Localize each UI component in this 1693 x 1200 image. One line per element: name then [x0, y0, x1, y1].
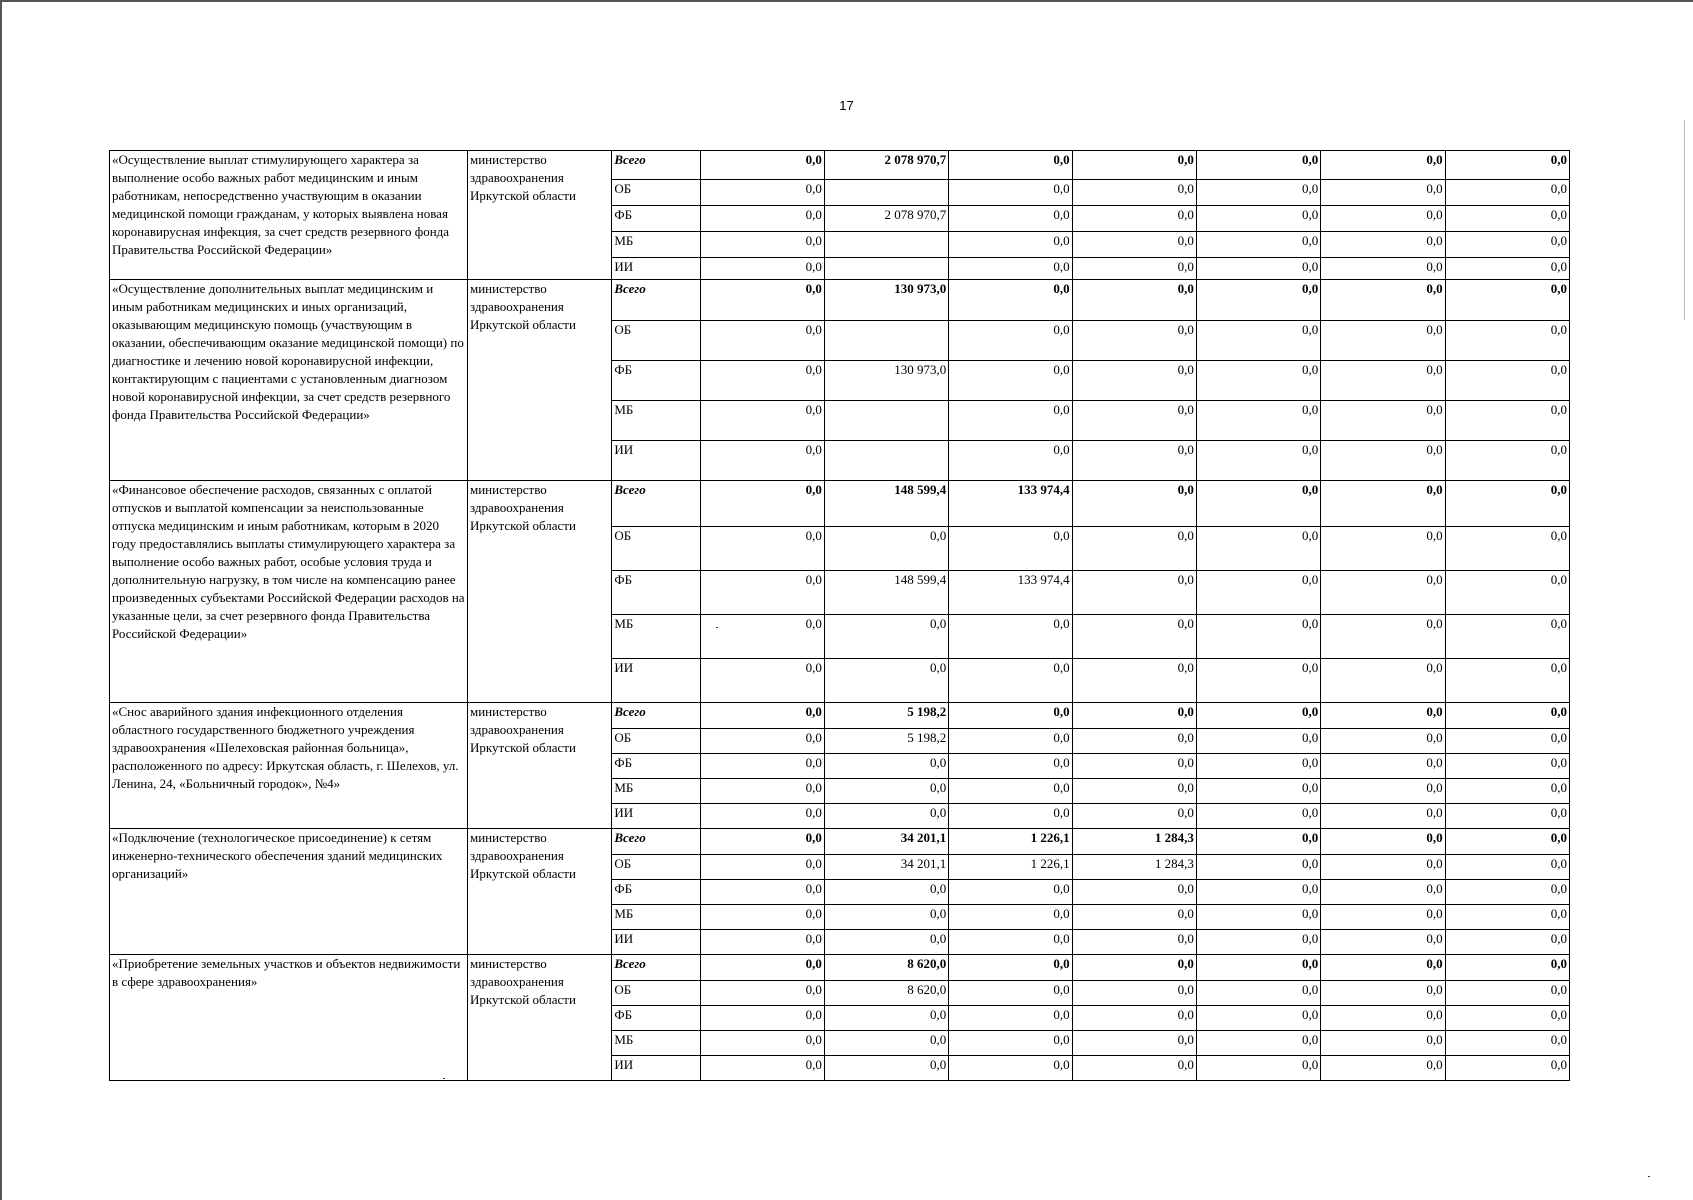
- amount-cell: 0,0: [700, 880, 824, 905]
- amount-cell: 0,0: [700, 1006, 824, 1031]
- amount-cell: [824, 401, 948, 441]
- amount-cell: 0,0: [1445, 981, 1569, 1006]
- amount-cell: 0,0: [700, 1031, 824, 1056]
- amount-cell: 0,0: [1072, 659, 1196, 703]
- amount-cell: 0,0: [1321, 754, 1445, 779]
- amount-cell: 0,0: [1445, 481, 1569, 527]
- amount-cell: 0,0: [1072, 905, 1196, 930]
- amount-cell: 0,0: [1321, 1006, 1445, 1031]
- amount-cell: 0,0: [949, 981, 1072, 1006]
- funding-source: ИИ: [612, 930, 700, 955]
- amount-cell: 0,0: [1196, 703, 1320, 729]
- funding-source: МБ: [612, 401, 700, 441]
- amount-cell: 0,0: [1445, 1006, 1569, 1031]
- funding-source: ОБ: [612, 855, 700, 880]
- amount-cell: 0,0: [1445, 779, 1569, 804]
- amount-cell: 0,0: [949, 441, 1072, 481]
- amount-cell: 0,0: [1321, 1056, 1445, 1081]
- amount-cell: 0,0: [1321, 955, 1445, 981]
- scan-speck: [1648, 1176, 1650, 1177]
- amount-cell: 0,0: [949, 280, 1072, 321]
- amount-cell: 0,0: [700, 804, 824, 829]
- funding-source: МБ: [612, 1031, 700, 1056]
- amount-cell: 34 201,1: [824, 855, 948, 880]
- amount-cell: 0,0: [824, 1006, 948, 1031]
- budget-table-body: [110, 151, 1570, 1081]
- budget-table: [109, 150, 1570, 1081]
- funding-source: Всего: [612, 703, 700, 729]
- amount-cell: 0,0: [824, 804, 948, 829]
- funding-source: ОБ: [612, 321, 700, 361]
- amount-cell: 0,0: [1196, 401, 1320, 441]
- amount-cell: 0,0: [1072, 729, 1196, 754]
- amount-cell: 0,0: [1196, 571, 1320, 615]
- amount-cell: 0,0: [949, 754, 1072, 779]
- amount-cell: 0,0: [1321, 905, 1445, 930]
- amount-cell: 0,0: [1321, 401, 1445, 441]
- responsible-organization: министерство здравоохранения Иркутской области: [467, 829, 611, 955]
- amount-cell: 0,0: [1445, 571, 1569, 615]
- amount-cell: 0,0: [1196, 527, 1320, 571]
- amount-cell: 1 226,1: [949, 829, 1072, 855]
- amount-cell: 0,0: [700, 206, 824, 232]
- amount-cell: 0,0: [1445, 855, 1569, 880]
- amount-cell: 0,0: [1196, 905, 1320, 930]
- amount-cell: 0,0: [1072, 880, 1196, 905]
- amount-cell: 0,0: [949, 729, 1072, 754]
- amount-cell: 0,0: [1445, 206, 1569, 232]
- amount-cell: 0,0: [1445, 703, 1569, 729]
- amount-cell: 0,0: [1072, 527, 1196, 571]
- amount-cell: 133 974,4: [949, 481, 1072, 527]
- funding-source: ИИ: [612, 659, 700, 703]
- amount-cell: 0,0: [1196, 804, 1320, 829]
- funding-source: Всего: [612, 280, 700, 321]
- amount-cell: [824, 258, 948, 280]
- amount-cell: 0,0: [824, 779, 948, 804]
- amount-cell: 0,0: [700, 981, 824, 1006]
- amount-cell: 0,0: [700, 571, 824, 615]
- funding-source: ФБ: [612, 880, 700, 905]
- amount-cell: 0,0: [1196, 232, 1320, 258]
- amount-cell: 0,0: [1072, 321, 1196, 361]
- amount-cell: 0,0: [1321, 804, 1445, 829]
- amount-cell: 0,0: [700, 829, 824, 855]
- amount-cell: 0,0: [1321, 151, 1445, 180]
- amount-cell: 0,0: [1196, 361, 1320, 401]
- amount-cell: 0,0: [1072, 280, 1196, 321]
- amount-cell: 0,0: [949, 779, 1072, 804]
- amount-cell: 0,0: [1445, 361, 1569, 401]
- amount-cell: 2 078 970,7: [824, 206, 948, 232]
- responsible-organization: министерство здравоохранения Иркутской области: [467, 151, 611, 280]
- amount-cell: 0,0: [1072, 930, 1196, 955]
- amount-cell: 0,0: [1072, 1031, 1196, 1056]
- amount-cell: 0,0: [700, 441, 824, 481]
- amount-cell: 0,0: [1072, 180, 1196, 206]
- scan-edge-right: [1684, 120, 1685, 320]
- responsible-organization: министерство здравоохранения Иркутской области: [467, 703, 611, 829]
- amount-cell: 0,0: [1445, 930, 1569, 955]
- table-row: [110, 829, 1570, 855]
- amount-cell: 0,0: [1072, 981, 1196, 1006]
- amount-cell: 0,0: [949, 615, 1072, 659]
- amount-cell: 0,0: [1321, 829, 1445, 855]
- amount-cell: 0,0: [949, 180, 1072, 206]
- funding-source: ОБ: [612, 981, 700, 1006]
- scan-edge-left: [0, 0, 2, 1200]
- amount-cell: 0,0: [949, 1031, 1072, 1056]
- amount-cell: 0,0: [1321, 703, 1445, 729]
- amount-cell: 0,0: [1445, 280, 1569, 321]
- responsible-organization: министерство здравоохранения Иркутской области: [467, 280, 611, 481]
- amount-cell: 0,0: [949, 206, 1072, 232]
- amount-cell: 0,0: [1445, 441, 1569, 481]
- amount-cell: 0,0: [1196, 615, 1320, 659]
- amount-cell: 0,0: [700, 180, 824, 206]
- amount-cell: 0,0: [949, 880, 1072, 905]
- amount-cell: 0,0: [1196, 481, 1320, 527]
- amount-cell: 0,0: [700, 361, 824, 401]
- funding-source: Всего: [612, 151, 700, 180]
- amount-cell: 0,0: [1072, 703, 1196, 729]
- amount-cell: 0,0: [949, 361, 1072, 401]
- amount-cell: 0,0: [700, 401, 824, 441]
- table-row: [110, 280, 1570, 321]
- amount-cell: 0,0: [949, 659, 1072, 703]
- responsible-organization: министерство здравоохранения Иркутской области: [467, 481, 611, 703]
- amount-cell: 0,0: [1072, 804, 1196, 829]
- amount-cell: 0,0: [1445, 401, 1569, 441]
- amount-cell: 0,0: [700, 703, 824, 729]
- amount-cell: 0,0: [949, 930, 1072, 955]
- amount-cell: 0,0: [1196, 280, 1320, 321]
- amount-cell: 0,0: [824, 659, 948, 703]
- funding-source: Всего: [612, 481, 700, 527]
- amount-cell: 0,0: [1445, 1056, 1569, 1081]
- funding-source: ИИ: [612, 258, 700, 280]
- funding-source: ОБ: [612, 527, 700, 571]
- amount-cell: [824, 232, 948, 258]
- amount-cell: 8 620,0: [824, 955, 948, 981]
- amount-cell: 0,0: [1072, 1006, 1196, 1031]
- amount-cell: 0,0: [1196, 1056, 1320, 1081]
- amount-cell: 0,0: [700, 481, 824, 527]
- amount-cell: 0,0: [700, 754, 824, 779]
- amount-cell: 0,0: [1072, 571, 1196, 615]
- amount-cell: 0,0: [1196, 955, 1320, 981]
- amount-cell: 0,0: [1196, 754, 1320, 779]
- amount-cell: 0,0: [1321, 527, 1445, 571]
- amount-cell: 0,0: [1321, 232, 1445, 258]
- amount-cell: 0,0: [1445, 905, 1569, 930]
- amount-cell: 0,0: [1321, 258, 1445, 280]
- funding-source: ФБ: [612, 571, 700, 615]
- amount-cell: 0,0: [700, 855, 824, 880]
- amount-cell: 0,0: [1072, 151, 1196, 180]
- amount-cell: 0,0: [1072, 361, 1196, 401]
- amount-cell: 0,0: [1445, 258, 1569, 280]
- amount-cell: 0,0: [1196, 441, 1320, 481]
- funding-source: МБ: [612, 905, 700, 930]
- amount-cell: 0,0: [1196, 829, 1320, 855]
- amount-cell: 0,0: [700, 905, 824, 930]
- funding-source: ИИ: [612, 1056, 700, 1081]
- amount-cell: 0,0: [824, 1031, 948, 1056]
- amount-cell: [824, 441, 948, 481]
- amount-cell: [824, 180, 948, 206]
- amount-cell: 0,0: [1445, 729, 1569, 754]
- amount-cell: 0,0: [949, 232, 1072, 258]
- amount-cell: 0,0: [1445, 754, 1569, 779]
- amount-cell: 0,0: [1445, 321, 1569, 361]
- amount-cell: 0,0: [824, 930, 948, 955]
- amount-cell: 0,0: [1196, 981, 1320, 1006]
- amount-cell: 0,0: [1445, 804, 1569, 829]
- funding-source: ФБ: [612, 206, 700, 232]
- amount-cell: 0,0: [1321, 615, 1445, 659]
- amount-cell: 0,0: [949, 1006, 1072, 1031]
- amount-cell: 0,0: [700, 232, 824, 258]
- amount-cell: 0,0: [949, 905, 1072, 930]
- amount-cell: 0,0: [949, 804, 1072, 829]
- amount-cell: 1 226,1: [949, 855, 1072, 880]
- amount-cell: 0,0: [1196, 321, 1320, 361]
- amount-cell: 2 078 970,7: [824, 151, 948, 180]
- amount-cell: 0,0: [1321, 180, 1445, 206]
- amount-cell: 0,0: [1196, 659, 1320, 703]
- amount-cell: 0,0: [1321, 930, 1445, 955]
- amount-cell: 1 284,3: [1072, 855, 1196, 880]
- amount-cell: 0,0: [700, 729, 824, 754]
- amount-cell: 0,0: [1321, 280, 1445, 321]
- amount-cell: 0,0: [824, 1056, 948, 1081]
- funding-source: Всего: [612, 829, 700, 855]
- amount-cell: 0,0: [1321, 206, 1445, 232]
- amount-cell: 0,0: [1196, 206, 1320, 232]
- amount-cell: 0,0: [1196, 855, 1320, 880]
- funding-source: ОБ: [612, 180, 700, 206]
- amount-cell: 0,0: [1445, 180, 1569, 206]
- funding-source: ИИ: [612, 804, 700, 829]
- table-row: [110, 703, 1570, 729]
- amount-cell: 0,0: [1321, 321, 1445, 361]
- amount-cell: 34 201,1: [824, 829, 948, 855]
- amount-cell: 0,0: [1321, 571, 1445, 615]
- amount-cell: 0,0: [1196, 151, 1320, 180]
- funding-source: ИИ: [612, 441, 700, 481]
- amount-cell: 5 198,2: [824, 703, 948, 729]
- amount-cell: 0,0: [1445, 955, 1569, 981]
- funding-source: ОБ: [612, 729, 700, 754]
- amount-cell: 8 620,0: [824, 981, 948, 1006]
- amount-cell: 0,0: [1072, 441, 1196, 481]
- amount-cell: 0,0: [700, 1056, 824, 1081]
- funding-source: ФБ: [612, 754, 700, 779]
- amount-cell: 0,0: [700, 527, 824, 571]
- amount-cell: 130 973,0: [824, 280, 948, 321]
- amount-cell: 0,0: [824, 754, 948, 779]
- scan-speck: [716, 627, 718, 628]
- measure-description: «Финансовое обеспечение расходов, связанных с оплатой отпусков и выплатой компенсации за неиспользованные отпуска медицинским и иным работникам, которым в 2020 году предоставлялись выплаты стимулирующего характера за выполнение особо важных работ, особые условия труда и дополнительную нагрузку, в том числе на компенсацию ранее произведенных субъектами Российской Федерации расходов на указанные цели, за счет резервного фонда Правительства Российской Федерации»: [110, 481, 468, 703]
- amount-cell: 0,0: [1196, 258, 1320, 280]
- funding-source: МБ: [612, 232, 700, 258]
- amount-cell: 0,0: [949, 151, 1072, 180]
- amount-cell: 0,0: [1445, 1031, 1569, 1056]
- amount-cell: 0,0: [1196, 779, 1320, 804]
- funding-source: МБ: [612, 779, 700, 804]
- page-number: 17: [839, 98, 854, 113]
- amount-cell: 0,0: [1196, 1031, 1320, 1056]
- responsible-organization: министерство здравоохранения Иркутской области: [467, 955, 611, 1081]
- table-row: [110, 481, 1570, 527]
- amount-cell: 0,0: [1072, 1056, 1196, 1081]
- amount-cell: 148 599,4: [824, 481, 948, 527]
- amount-cell: 0,0: [1196, 180, 1320, 206]
- amount-cell: 0,0: [1321, 981, 1445, 1006]
- amount-cell: 0,0: [1321, 855, 1445, 880]
- amount-cell: 0,0: [700, 151, 824, 180]
- amount-cell: 0,0: [700, 258, 824, 280]
- amount-cell: 0,0: [1072, 955, 1196, 981]
- amount-cell: 0,0: [700, 280, 824, 321]
- amount-cell: 0,0: [1072, 481, 1196, 527]
- amount-cell: 0,0: [1321, 659, 1445, 703]
- amount-cell: 0,0: [1445, 527, 1569, 571]
- amount-cell: 0,0: [1072, 258, 1196, 280]
- amount-cell: 0,0: [700, 930, 824, 955]
- amount-cell: 0,0: [1196, 880, 1320, 905]
- amount-cell: 0,0: [1196, 1006, 1320, 1031]
- scan-edge-top: [0, 0, 1693, 2]
- amount-cell: 0,0: [1445, 232, 1569, 258]
- measure-description: «Осуществление дополнительных выплат медицинским и иным работникам медицинских и иных организаций, оказывающим медицинскую помощь (участвующим в оказании, обеспечивающим оказание медицинской помощи) по диагностике и лечению новой коронавирусной инфекции, контактирующим с пациентами с установленным диагнозом новой коронавирусной инфекции, за счет средств резервного фонда Правительства Российской Федерации»: [110, 280, 468, 481]
- measure-description: «Снос аварийного здания инфекционного отделения областного государственного бюджетного учреждения здравоохранения «Шелеховская районная больница», расположенного по адресу: Иркутская область, г. Шелехов, ул. Ленина, 24, «Больничный городок», №4»: [110, 703, 468, 829]
- amount-cell: 0,0: [1321, 779, 1445, 804]
- amount-cell: 0,0: [949, 955, 1072, 981]
- amount-cell: 0,0: [949, 1056, 1072, 1081]
- amount-cell: 0,0: [824, 905, 948, 930]
- amount-cell: 0,0: [1072, 615, 1196, 659]
- amount-cell: 5 198,2: [824, 729, 948, 754]
- amount-cell: 133 974,4: [949, 571, 1072, 615]
- amount-cell: 0,0: [1321, 1031, 1445, 1056]
- amount-cell: 0,0: [1445, 829, 1569, 855]
- scan-speck: [443, 1078, 445, 1079]
- amount-cell: 0,0: [949, 401, 1072, 441]
- amount-cell: 0,0: [949, 258, 1072, 280]
- amount-cell: 0,0: [700, 779, 824, 804]
- funding-source: ФБ: [612, 361, 700, 401]
- amount-cell: 0,0: [949, 527, 1072, 571]
- amount-cell: 0,0: [1321, 441, 1445, 481]
- funding-source: ФБ: [612, 1006, 700, 1031]
- funding-source: МБ: [612, 615, 700, 659]
- amount-cell: 0,0: [1072, 206, 1196, 232]
- amount-cell: 0,0: [1196, 729, 1320, 754]
- amount-cell: 0,0: [1072, 401, 1196, 441]
- amount-cell: 0,0: [1321, 361, 1445, 401]
- measure-description: «Приобретение земельных участков и объектов недвижимости в сфере здравоохранения»: [110, 955, 468, 1081]
- amount-cell: 0,0: [700, 615, 824, 659]
- amount-cell: 0,0: [1321, 481, 1445, 527]
- amount-cell: 0,0: [824, 615, 948, 659]
- amount-cell: 0,0: [824, 527, 948, 571]
- amount-cell: 0,0: [824, 880, 948, 905]
- amount-cell: 0,0: [1445, 151, 1569, 180]
- measure-description: «Осуществление выплат стимулирующего характера за выполнение особо важных работ медицинским и иным работникам, непосредственно участвующим в оказании медицинской помощи гражданам, у которых выявлена новая коронавирусная инфекция, за счет средств резервного фонда Правительства Российской Федерации»: [110, 151, 468, 280]
- amount-cell: 0,0: [700, 955, 824, 981]
- amount-cell: 0,0: [1196, 930, 1320, 955]
- amount-cell: 1 284,3: [1072, 829, 1196, 855]
- table-row: [110, 151, 1570, 180]
- amount-cell: 148 599,4: [824, 571, 948, 615]
- amount-cell: 0,0: [1072, 754, 1196, 779]
- amount-cell: 0,0: [1445, 615, 1569, 659]
- amount-cell: [824, 321, 948, 361]
- amount-cell: 0,0: [1445, 880, 1569, 905]
- amount-cell: 0,0: [700, 659, 824, 703]
- amount-cell: 0,0: [949, 321, 1072, 361]
- amount-cell: 0,0: [949, 703, 1072, 729]
- amount-cell: 0,0: [700, 321, 824, 361]
- amount-cell: 0,0: [1321, 729, 1445, 754]
- amount-cell: 0,0: [1072, 232, 1196, 258]
- measure-description: «Подключение (технологическое присоединение) к сетям инженерно-технического обеспечения зданий медицинских организаций»: [110, 829, 468, 955]
- table-row: [110, 955, 1570, 981]
- amount-cell: 0,0: [1072, 779, 1196, 804]
- amount-cell: 130 973,0: [824, 361, 948, 401]
- amount-cell: 0,0: [1321, 880, 1445, 905]
- funding-source: Всего: [612, 955, 700, 981]
- amount-cell: 0,0: [1445, 659, 1569, 703]
